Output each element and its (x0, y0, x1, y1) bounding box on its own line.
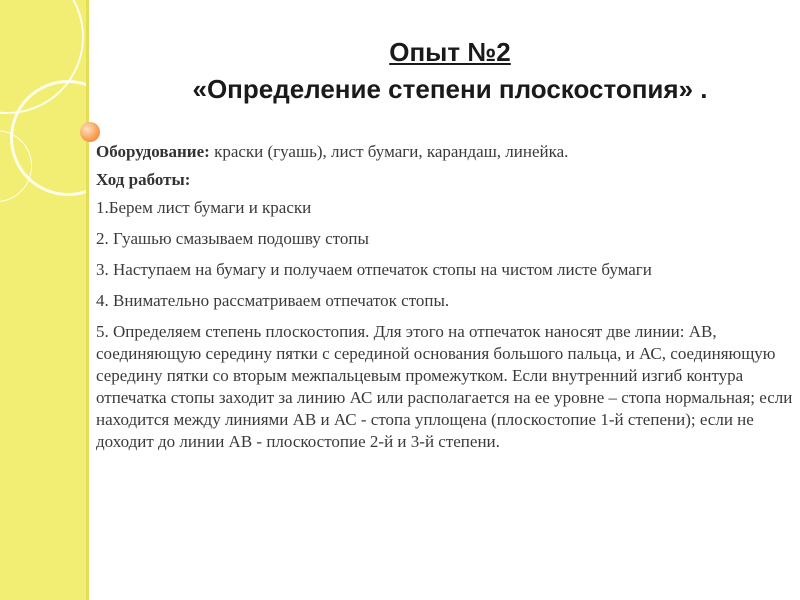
slide-content (96, 141, 796, 462)
decorative-side-band (0, 0, 88, 600)
experiment-name: «Определение степени плоскостопия» . (192, 74, 708, 104)
step-item: 1.Берем лист бумаги и краски (96, 198, 312, 217)
equipment-label: Оборудование: (96, 142, 210, 161)
step-item: 2. Гуашью смазываем подошву стопы (96, 229, 369, 248)
step-item: 4. Внимательно рассматриваем отпечаток стопы. (96, 291, 450, 310)
procedure-heading-label: Ход работы: (96, 170, 191, 189)
orange-bubble-icon (80, 122, 100, 142)
step-item: 3. Наступаем на бумагу и получаем отпечаток стопы на чистом листе бумаги (96, 260, 652, 279)
equipment-line (96, 141, 796, 163)
procedure-heading (96, 169, 796, 191)
band-edge-line (86, 0, 89, 600)
slide-title (120, 36, 780, 106)
equipment-text: краски (гуашь), лист бумаги, карандаш, линейка. (209, 142, 569, 161)
step-item: 5. Определяем степень плоскостопия. Для этого на отпечаток наносят две линии: АВ, соединяющую середину пятки с серединой основания большого пальца, и АС, соединяющую середину пятки со вторым межпальцевым промежутком. Если внутренний изгиб контура отпечатка стопы заходит за линию АС или располагается на ее уровне – стопа нормальная; если находится между линиями АВ и АС - стопа уплощена (плоскостопие 1-й степени); если не доходит до линии АВ - плоскостопие 2-й и 3-й степени. (96, 322, 793, 451)
experiment-number: Опыт №2 (389, 37, 511, 67)
